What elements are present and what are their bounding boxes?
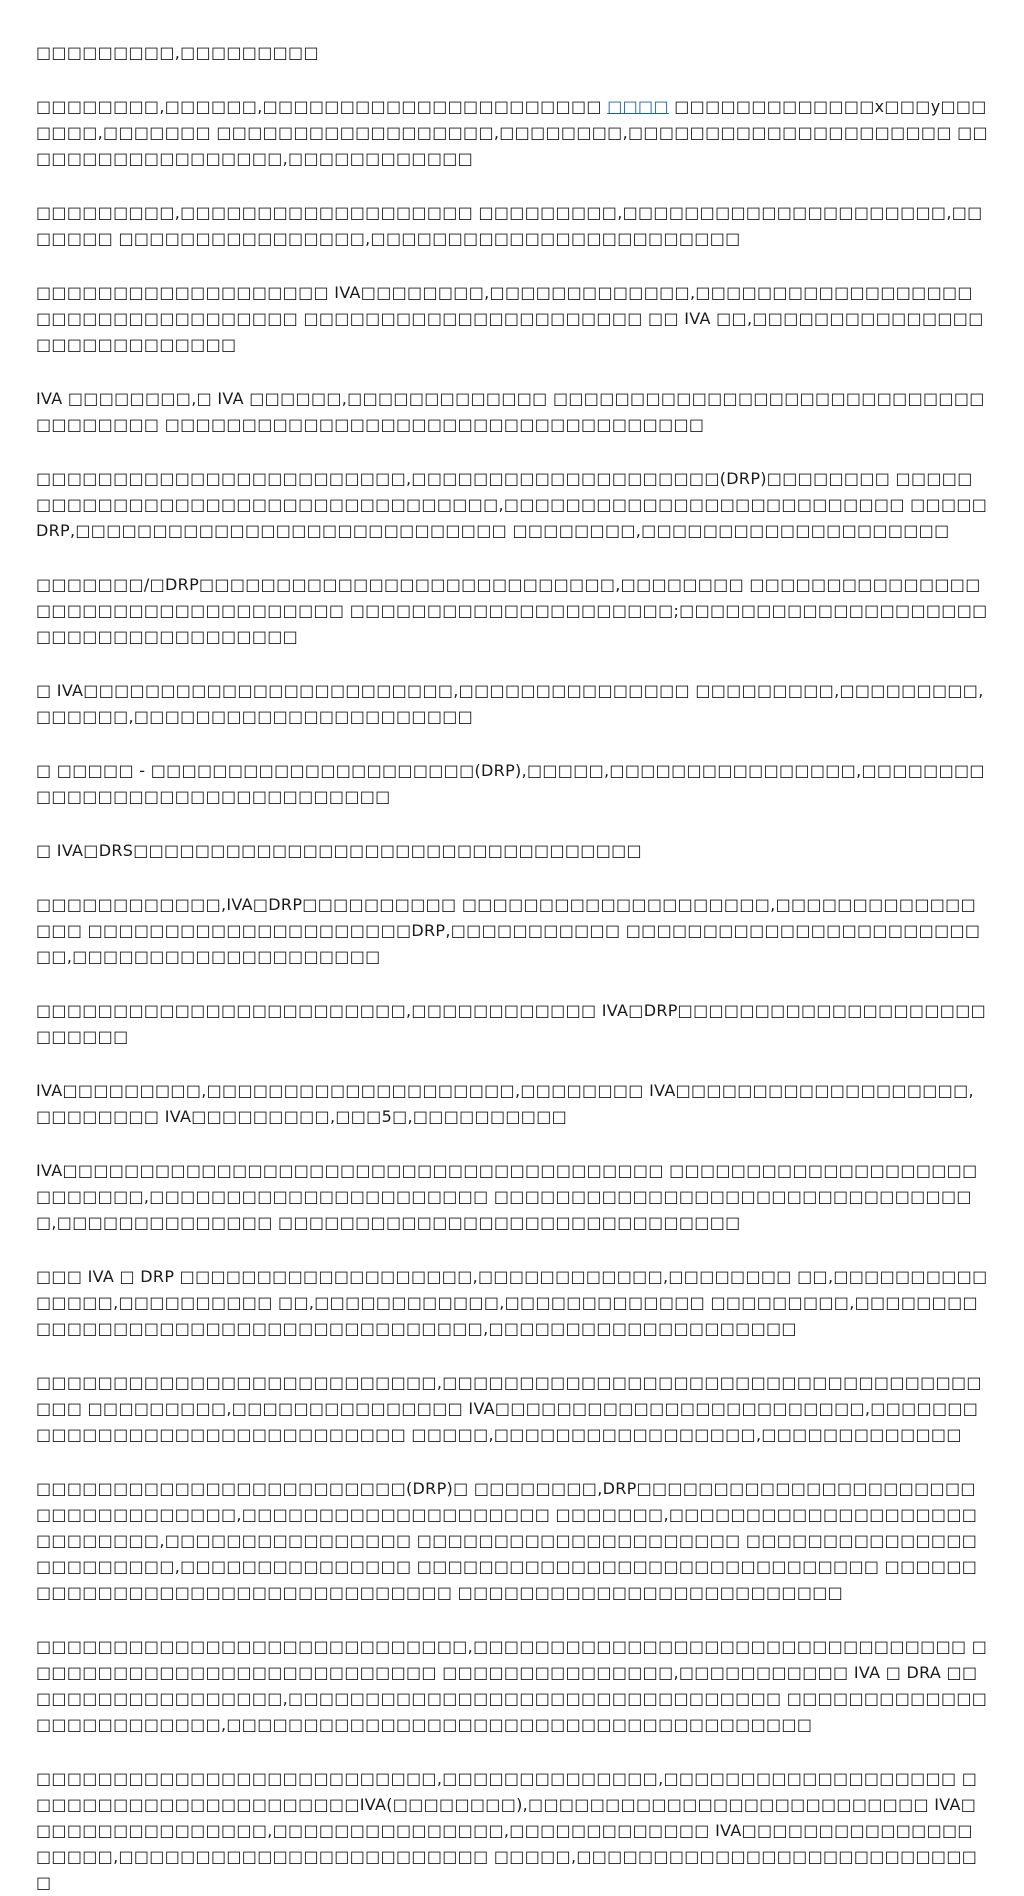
paragraph: IVA □□□□□□□□,□ IVA □□□□□□,□□□□□□□□□□□□□ □□□□□□□□□□□□□□□□□□□□□□□□□□□□□□□□□□□□ □□□□□□□□□□□□□□□□□□□□□□□□□□□□□□□□□□□ [36, 389, 985, 434]
inline-link[interactable]: □□□□ [607, 97, 669, 116]
paragraph: □□□□□□□□□□□□□□□□□□□□□□□□,□□□□□□□□□□□□ IVA□DRP□□□□□□□□□□□□□□□□□□□□□□□□□□ [36, 1001, 987, 1046]
paragraph: □ □□□□□ - □□□□□□□□□□□□□□□□□□□□□(DRP),□□□□□,□□□□□□□□□□□□□□□□,□□□□□□□□□□□□□□□□□□□□□□□□□□□□□□□ [36, 761, 985, 806]
paragraph-with-link [36, 94, 988, 172]
paragraph: □□□□□□□□□□□□□□□□□□□□□□□□□□□□,□□□□□□□□□□□□□□□□□□□□□□□□□□□□□□□□ □□□□□□□□□□□□□□□□□□□□□□□□□□□ □□□□□□□□□□□□□□□,□□□□□□□□□□□ IVA □ DRA □□□□□□□□□□□□□□□□□□,□□□□□□□□□□□□□□□□□□□□□□□□□□□□□□□□ □□□□□□□□□□□□□□□□□□□□□□□□□,□□□□□□□□□□□□□□□□□□□□□□□□□□□□□□□□□□□□□□ [36, 1637, 988, 1734]
paragraph: □ IVA□DRS□□□□□□□□□□□□□□□□□□□□□□□□□□□□□□□□□ [36, 841, 642, 860]
paragraph: □□□□□□□□□□□□□□□□□□□□□□□□□□,□□□□□□□□□□□□□□□□□□□□□□□□□□□□□□□□□□□□□□ □□□□□□□□□,□□□□□□□□□□□□□□□ IVA□□□□□□□□□□□□□□□□□□□□□□□□,□□□□□□□□□□□□□□□□□□□□□□□□□□□□□□□ □□□□□,□□□□□□□□□□□□□□□□□,□□□□□□□□□□□□□ [36, 1373, 982, 1444]
paragraph: □ IVA□□□□□□□□□□□□□□□□□□□□□□□□,□□□□□□□□□□□□□□□ □□□□□□□□□,□□□□□□□□□,□□□□□□,□□□□□□□□□□□□□□□□□□□□□□ [36, 681, 984, 726]
paragraph: □□□□□□□□□□□□□□□□□□□□□□□□(DRP)□ □□□□□□□□,DRP□□□□□□□□□□□□□□□□□□□□□□□□□□□□□□□□□□□,□□□□□□□□□□□□□□□□□□□□ □□□□□□□,□□□□□□□□□□□□□□□□□□□□□□□□□□□□,□□□□□□□□□□□□□□□□ □□□□□□□□□□□□□□□□□□□□□ □□□□□□□□□□□□□□□□□□□□□□□□,□□□□□□□□□□□□□□□ □□□□□□□□□□□□□□□□□□□□□□□□□□□□□□ □□□□□□□□□□□□□□□□□□□□□□□□□□□□□□□□□ □□□□□□□□□□□□□□□□□□□□□□□□□ [36, 1479, 978, 1602]
paragraph-text: □□□□□□□□□□□□□x□□□y□□□□□□□,□□□□□□□ □□□□□□□□□□□□□□□□□□,□□□□□□□□,□□□□□□□□□□□□□□□□□□□□□ □□□□□□□□□□□□□□□□□□,□□□□□□□□□□□□ [36, 97, 988, 168]
paragraph: □□□ IVA □ DRP □□□□□□□□□□□□□□□□□□□,□□□□□□□□□□□□,□□□□□□□□ □□,□□□□□□□□□□□□□□□,□□□□□□□□□□ □□,□□□□□□□□□□□□,□□□□□□□□□□□□□ □□□□□□□□□,□□□□□□□□□□□□□□□□□□□□□□□□□□□□□□□□□□□□□,□□□□□□□□□□□□□□□□□□□□ [36, 1267, 988, 1338]
paragraph-text: □□□□□□□□,□□□□□□,□□□□□□□□□□□□□□□□□□□□□□ [36, 97, 608, 116]
paragraph: IVA□□□□□□□□□,□□□□□□□□□□□□□□□□□□□□,□□□□□□□□ IVA□□□□□□□□□□□□□□□□□□□,□□□□□□□□ IVA□□□□□□□□□,□□□5□,□□□□□□□□□□ [36, 1081, 974, 1126]
paragraph: □□□□□□□□□,□□□□□□□□□ [36, 43, 319, 62]
paragraph: □□□□□□□□□,□□□□□□□□□□□□□□□□□□□ □□□□□□□□□,□□□□□□□□□□□□□□□□□□□□□,□□□□□□□ □□□□□□□□□□□□□□□□,□□□□□□□□□□□□□□□□□□□□□□□□ [36, 203, 983, 248]
paragraph: □□□□□□□□□□□□□□□□□□□□□□□□□□,□□□□□□□□□□□□□□,□□□□□□□□□□□□□□□□□□□ □□□□□□□□□□□□□□□□□□□□□□IVA(□□□□□□□□),□□□□□□□□□□□□□□□□□□□□□□□□□□ IVA□□□□□□□□□□□□□□□□,□□□□□□□□□□□□□□□,□□□□□□□□□□□□□ IVA□□□□□□□□□□□□□□□□□□□□,□□□□□□□□□□□□□□□□□□□□□□□□ □□□□□,□□□□□□□□□□□□□□□□□□□□□□□□□□□ [36, 1769, 978, 1892]
paragraph: IVA□□□□□□□□□□□□□□□□□□□□□□□□□□□□□□□□□□□□□□□ □□□□□□□□□□□□□□□□□□□□□□□□□□□,□□□□□□□□□□□□□□□□□□□□□□ □□□□□□□□□□□□□□□□□□□□□□□□□□□□□□□□,□□□□□□□□□□□□□□ □□□□□□□□□□□□□□□□□□□□□□□□□□□□□□ [36, 1161, 978, 1232]
paragraph: □□□□□□□□□□□□,IVA□DRP□□□□□□□□□□ □□□□□□□□□□□□□□□□□□□□,□□□□□□□□□□□□□□□□ □□□□□□□□□□□□□□□□□□□□□DRP,□□□□□□□□□□□ □□□□□□□□□□□□□□□□□□□□□□□□□,□□□□□□□□□□□□□□□□□□□□ [36, 895, 981, 966]
paragraph: □□□□□□□/□DRP□□□□□□□□□□□□□□□□□□□□□□□□□□□,□□□□□□□□ □□□□□□□□□□□□□□□□□□□□□□□□□□□□□□□□□□□ □□□□□□□□□□□□□□□□□□□□□;□□□□□□□□□□□□□□□□□□□□□□□□□□□□□□□□□□□□□ [36, 575, 988, 646]
paragraph: □□□□□□□□□□□□□□□□□□□□□□□□,□□□□□□□□□□□□□□□□□□□□(DRP)□□□□□□□□ □□□□□□□□□□□□□□□□□□□□□□□□□□□□□□□□□□□,□□□□□□□□□□□□□□□□□□□□□□□□□□ □□□□□DRP,□□□□□□□□□□□□□□□□□□□□□□□□□□□□ □□□□□□□□,□□□□□□□□□□□□□□□□□□□□ [36, 469, 988, 540]
paragraph: □□□□□□□□□□□□□□□□□□□ IVA□□□□□□□□,□□□□□□□□□□□□□,□□□□□□□□□□□□□□□□□□□□□□□□□□□□□□□□□□□ □□□□□□□□□□□□□□□□□□□□□□ □□ IVA □□,□□□□□□□□□□□□□□□□□□□□□□□□□□□□ [36, 283, 984, 354]
